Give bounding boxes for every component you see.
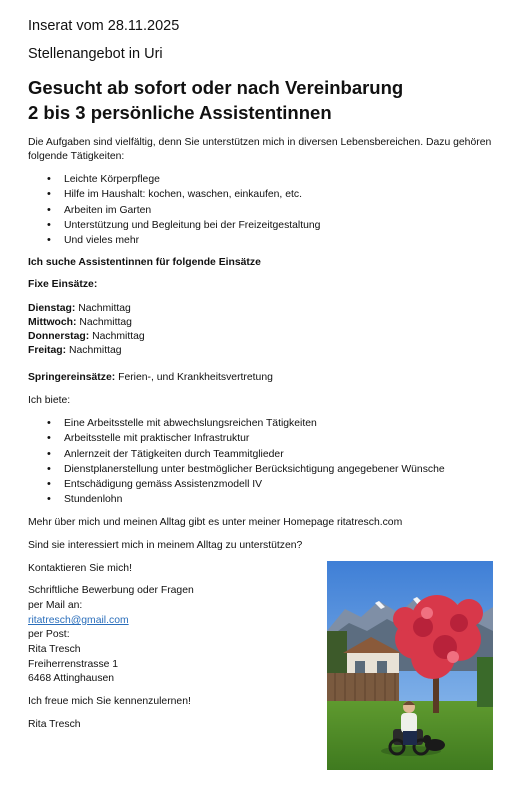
schedule-time: Nachmittag	[69, 345, 122, 356]
offer-heading: Ich biete:	[28, 395, 71, 406]
homepage-line: Mehr über mich und meinen Alltag gibt es unter meiner Homepage ritatresch.com	[28, 517, 403, 528]
springer-label: Springereinsätze:	[28, 372, 116, 383]
einsaetze-heading: Ich suche Assistentinnen für folgende Einsätze	[28, 257, 261, 268]
schedule-time: Nachmittag	[79, 317, 132, 328]
ad-date: Inserat vom 28.11.2025	[28, 18, 180, 34]
contact-name: Rita Tresch	[28, 644, 81, 655]
job-location: Stellenangebot in Uri	[28, 46, 163, 62]
signature: Rita Tresch	[28, 719, 81, 730]
schedule-time: Nachmittag	[92, 331, 145, 342]
list-item: • Hilfe im Haushalt: kochen, waschen, einkaufen, etc.	[28, 187, 320, 202]
list-item: • Dienstplanerstellung unter bestmöglicher Berücksichtigung angegebener Wünsche	[28, 462, 445, 477]
contact-heading: Kontaktieren Sie mich!	[28, 563, 132, 574]
task-list	[28, 172, 320, 248]
schedule-time: Nachmittag	[78, 303, 131, 314]
contact-line: Schriftliche Bewerbung oder Fragen	[28, 585, 194, 596]
schedule-day: Dienstag:	[28, 303, 76, 314]
schedule-row	[28, 344, 122, 358]
email-link[interactable]: ritatresch@gmail.com	[28, 615, 129, 626]
title-line-1: Gesucht ab sofort oder nach Vereinbarung	[28, 77, 404, 98]
garden-photo	[327, 561, 493, 770]
intro-paragraph: Die Aufgaben sind vielfältig, denn Sie unterstützen mich in diversen Lebensbereichen. Dazu gehören folgende Tätigkeiten:	[28, 137, 492, 162]
list-item: • Leichte Körperpflege	[28, 172, 320, 187]
schedule-day: Donnerstag:	[28, 331, 90, 342]
list-item: • Entschädigung gemäss Assistenzmodell IV	[28, 477, 445, 492]
list-item: • Arbeitsstelle mit praktischer Infrastruktur	[28, 431, 445, 446]
list-item: • Unterstützung und Begleitung bei der Freizeitgestaltung	[28, 218, 320, 233]
schedule-day: Freitag:	[28, 345, 67, 356]
schedule-row	[28, 302, 131, 316]
contact-city: 6468 Attinghausen	[28, 673, 115, 684]
offer-list	[28, 416, 445, 508]
contact-line: per Post:	[28, 629, 70, 640]
list-item: • Eine Arbeitsstelle mit abwechslungsreichen Tätigkeiten	[28, 416, 445, 431]
list-item: • Und vieles mehr	[28, 233, 320, 248]
closing-line: Ich freue mich Sie kennenzulernen!	[28, 696, 191, 707]
fixe-einsaetze-heading: Fixe Einsätze:	[28, 279, 98, 290]
springer-line	[28, 371, 273, 385]
schedule-row	[28, 330, 145, 344]
springer-text: Ferien-, und Krankheitsvertretung	[118, 372, 273, 383]
title-line-2: 2 bis 3 persönliche Assistentinnen	[28, 102, 332, 123]
question-line: Sind sie interessiert mich in meinem Alltag zu unterstützen?	[28, 540, 303, 551]
list-item: • Stundenlohn	[28, 492, 445, 507]
contact-line: per Mail an:	[28, 600, 83, 611]
list-item: • Arbeiten im Garten	[28, 203, 320, 218]
schedule-day: Mittwoch:	[28, 317, 77, 328]
list-item: • Anlernzeit der Tätigkeiten durch Teammitglieder	[28, 447, 445, 462]
schedule-row	[28, 316, 132, 330]
contact-street: Freiherrenstrasse 1	[28, 659, 119, 670]
